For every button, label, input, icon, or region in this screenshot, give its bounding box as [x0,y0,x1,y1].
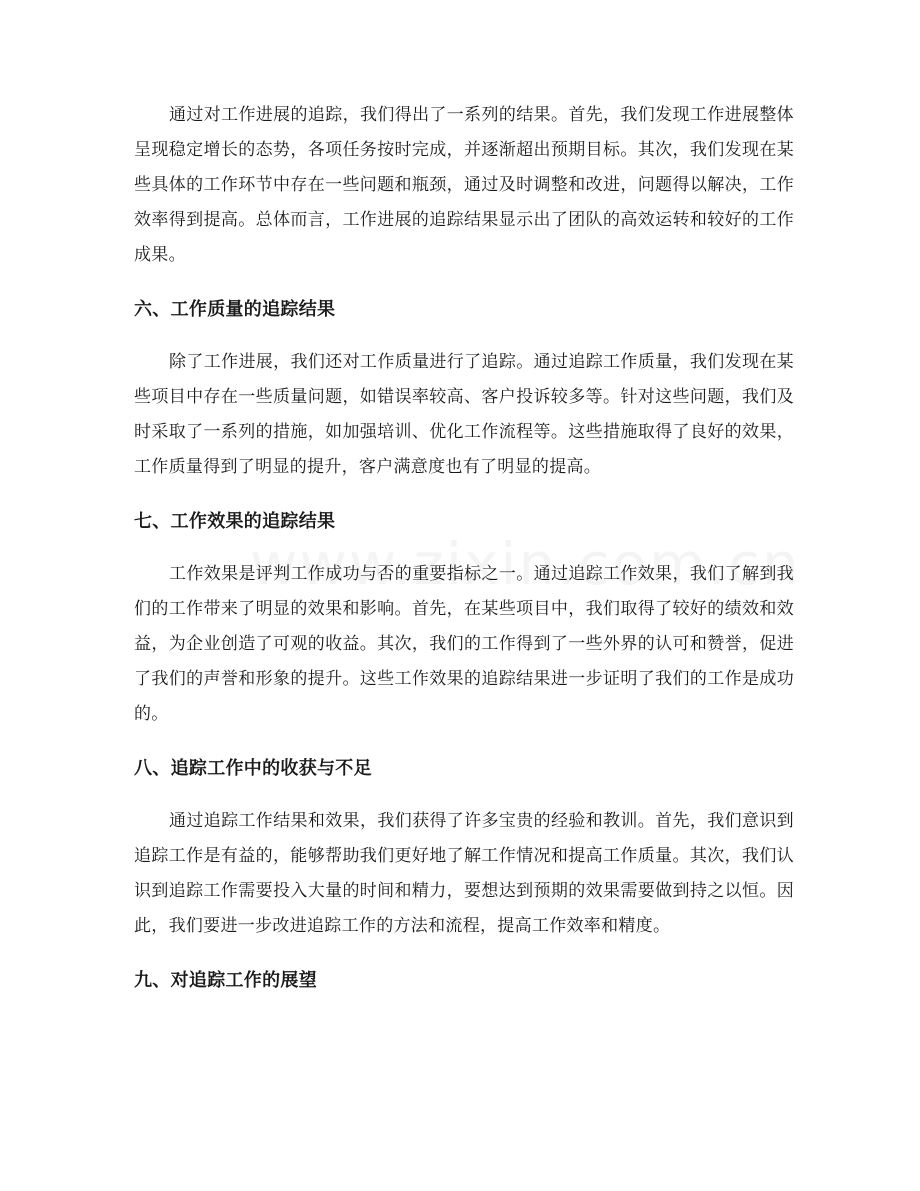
heading-work-quality: 六、工作质量的追踪结果 [134,299,336,320]
paragraph-work-quality: 除了工作进展，我们还对工作质量进行了追踪。通过追踪工作质量，我们发现在某些项目中存在一些质量问题，如错误率较高、客户投诉较多等。针对这些问题，我们及时采取了一系列的措施，如加强培训、优化工作流程等。这些措施取得了良好的效果，工作质量得到了明显的提升，客户满意度也有了明显的提高。 [134,352,794,477]
heading-work-effect: 七、工作效果的追踪结果 [134,511,336,532]
paragraph-work-progress: 通过对工作进展的追踪，我们得出了一系列的结果。首先，我们发现工作进展整体呈现稳定增长的态势，各项任务按时完成，并逐渐超出预期目标。其次，我们发现在某些具体的工作环节中存在一些问题和瓶颈，通过及时调整和改进，问题得以解决，工作效率得到提高。总体而言，工作进展的追踪结果显示出了团队的高效运转和较好的工作成果。 [134,105,794,265]
paragraph-work-effect: 工作效果是评判工作成功与否的重要指标之一。通过追踪工作效果，我们了解到我们的工作带来了明显的效果和影响。首先，在某些项目中，我们取得了较好的绩效和效益，为企业创造了可观的收益。其次，我们的工作得到了一些外界的认可和赞誉，促进了我们的声誉和形象的提升。这些工作效果的追踪结果进一步证明了我们的工作是成功的。 [134,564,794,724]
heading-gains-and-shortcomings: 八、追踪工作中的收获与不足 [134,758,372,779]
heading-outlook: 九、对追踪工作的展望 [134,970,317,991]
paragraph-gains-and-shortcomings: 通过追踪工作结果和效果，我们获得了许多宝贵的经验和教训。首先，我们意识到追踪工作是有益的，能够帮助我们更好地了解工作情况和提高工作质量。其次，我们认识到追踪工作需要投入大量的时间和精力，要想达到预期的效果需要做到持之以恒。因此，我们要进一步改进追踪工作的方法和流程，提高工作效率和精度。 [134,811,794,936]
